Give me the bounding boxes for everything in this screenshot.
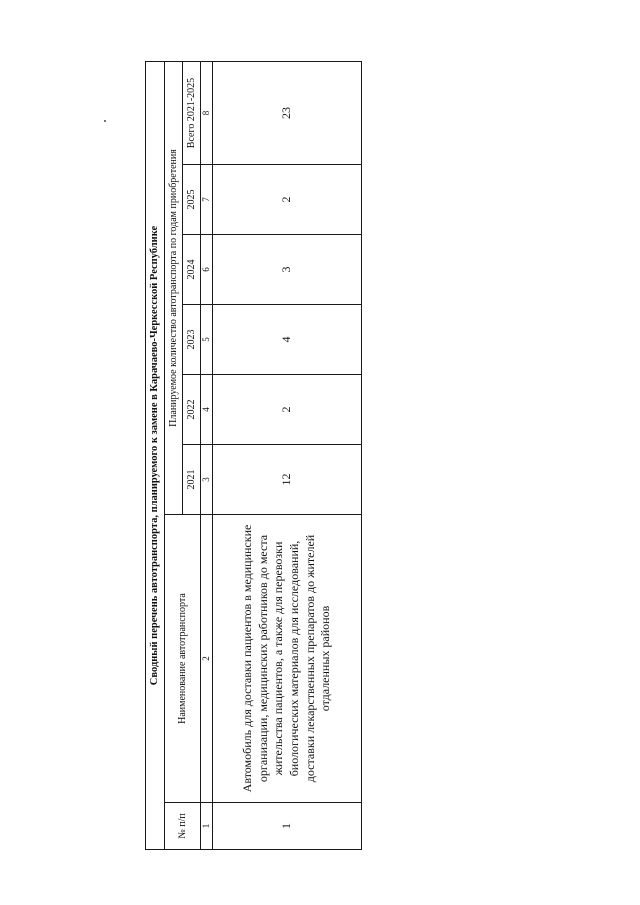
column-number-6: 6 bbox=[201, 235, 213, 305]
table-title: Сводный перечень автотранспорта, планируемого к замене в Карачаево-Черкесской Республике bbox=[146, 62, 165, 850]
row-value-2024: 3 bbox=[213, 235, 362, 305]
column-number-2: 2 bbox=[201, 515, 213, 803]
header-total: Всего 2021-2025 bbox=[183, 62, 201, 165]
column-number-1: 1 bbox=[201, 803, 213, 850]
row-value-2021: 12 bbox=[213, 445, 362, 515]
column-number-4: 4 bbox=[201, 375, 213, 445]
header-year-2021: 2021 bbox=[183, 445, 201, 515]
row-value-2022: 2 bbox=[213, 375, 362, 445]
row-vehicle-name: Автомобиль для доставки пациентов в медицинские организации, медицинских работников до места жительства пациентов, а также для перевозки биологических материалов для исследований, доставки лекарственных препаратов до жителей отдаленных районов bbox=[213, 515, 362, 803]
scan-speck bbox=[104, 120, 106, 122]
row-value-2023: 4 bbox=[213, 305, 362, 375]
header-name: Наименование автотранспорта bbox=[165, 515, 201, 803]
header-number: № п/п bbox=[165, 803, 201, 850]
header-year-2022: 2022 bbox=[183, 375, 201, 445]
column-number-3: 3 bbox=[201, 445, 213, 515]
row-value-total: 23 bbox=[213, 62, 362, 165]
header-year-2025: 2025 bbox=[183, 165, 201, 235]
column-number-5: 5 bbox=[201, 305, 213, 375]
vehicle-table bbox=[145, 61, 362, 850]
table-row bbox=[213, 62, 362, 850]
header-planned-group: Планируемое количество автотранспорта по годам приобретения bbox=[165, 62, 183, 515]
header-year-2023: 2023 bbox=[183, 305, 201, 375]
column-number-8: 8 bbox=[201, 62, 213, 165]
row-number: 1 bbox=[213, 803, 362, 850]
column-number-7: 7 bbox=[201, 165, 213, 235]
header-year-2024: 2024 bbox=[183, 235, 201, 305]
rotated-page bbox=[145, 62, 357, 850]
row-value-2025: 2 bbox=[213, 165, 362, 235]
